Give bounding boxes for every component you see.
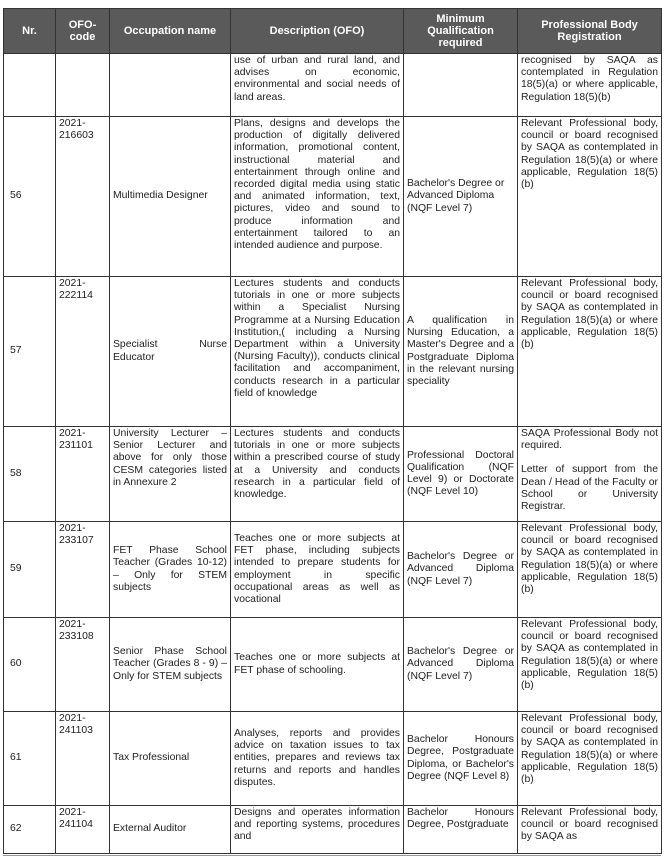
header-nr: Nr. xyxy=(4,9,56,54)
cell-description: Designs and operates information and reporting systems, procedures and xyxy=(231,806,404,854)
cell-occupation: External Auditor xyxy=(110,806,231,854)
table-header-row xyxy=(4,9,662,54)
header-qualification: Minimum Qualification required xyxy=(404,9,518,54)
table-row xyxy=(4,618,662,712)
cell-occupation: Tax Professional xyxy=(110,712,231,806)
table-row xyxy=(4,427,662,522)
cell-occupation: Specialist Nurse Educator xyxy=(110,277,231,427)
cell-nr: 59 xyxy=(4,522,56,618)
cell-nr: 61 xyxy=(4,712,56,806)
header-description: Description (OFO) xyxy=(231,9,404,54)
cell-description: Teaches one or more subjects at FET phase of schooling. xyxy=(231,618,404,712)
cell-registration: Relevant Professional body, council or board recognised by SAQA as contemplated in Regulation 18(5)(a) or where applicable, Regulation 18(5)(b) xyxy=(518,618,662,712)
cell-occupation xyxy=(110,54,231,117)
cell-nr: 58 xyxy=(4,427,56,522)
cell-occupation: Multimedia Designer xyxy=(110,117,231,277)
registration-note: Letter of support from the Dean / Head of the Faculty or School or University Registrar. xyxy=(521,464,658,513)
header-occupation-name: Occupation name xyxy=(110,9,231,54)
cell-description: Teaches one or more subjects at FET phase, including subjects intended to prepare students for employment in specific occupational areas as well as vocational xyxy=(231,522,404,618)
occupation-table xyxy=(3,8,662,854)
cell-qualification: Bachelor's Degree or Advanced Diploma (NQF Level 7) xyxy=(404,522,518,618)
cell-description: Plans, designs and develops the production of digitally delivered information, promotional content, instructional material and entertainment through online and recorded digital media using static and animated information, text, pictures, video and sound to produce information and entertainment tailored to an intended audience and purpose. xyxy=(231,117,404,277)
cell-qualification: Bachelor's Degree or Advanced Diploma (NQF Level 7) xyxy=(404,117,518,277)
cell-description: use of urban and rural land, and advises on economic, environmental and social needs of land areas. xyxy=(231,54,404,117)
cell-nr: 56 xyxy=(4,117,56,277)
table-row xyxy=(4,522,662,618)
cell-occupation: University Lecturer – Senior Lecturer and above for only those CESM categories listed in Annexure 2 xyxy=(110,427,231,522)
cell-registration: Relevant Professional body, council or board recognised by SAQA as contemplated in Regulation 18(5)(a) or where applicable, Regulation 18(5)(b) xyxy=(518,117,662,277)
cell-occupation: Senior Phase School Teacher (Grades 8 - 9) – Only for STEM subjects xyxy=(110,618,231,712)
cell-nr: 62 xyxy=(4,806,56,854)
registration-text: SAQA Professional Body not required. xyxy=(521,428,658,452)
table-row xyxy=(4,712,662,806)
cell-registration xyxy=(518,427,662,522)
cell-registration: Relevant Professional body, council or board recognised by SAQA as xyxy=(518,806,662,854)
cell-registration: Relevant Professional body, council or board recognised by SAQA as contemplated in Regulation 18(5)(a) or where applicable, Regulation 18(5)(b) xyxy=(518,277,662,427)
cell-code: 2021-222114 xyxy=(56,277,110,427)
cell-code: 2021-231101 xyxy=(56,427,110,522)
cell-description: Analyses, reports and provides advice on taxation issues to tax entities, prepares and reviews tax returns and reports and handles disputes. xyxy=(231,712,404,806)
cell-qualification: A qualification in Nursing Education, a Master's Degree and a Postgraduate Diploma in the relevant nursing speciality xyxy=(404,277,518,427)
cell-code: 2021-233108 xyxy=(56,618,110,712)
cell-code: 2021-241103 xyxy=(56,712,110,806)
cell-qualification: Professional Doctoral Qualification (NQF Level 9) or Doctorate (NQF Level 10) xyxy=(404,427,518,522)
cell-code: 2021-216603 xyxy=(56,117,110,277)
table-row xyxy=(4,117,662,277)
header-ofo-code: OFO-code xyxy=(56,9,110,54)
cell-registration: recognised by SAQA as contemplated in Regulation 18(5)(a) or where applicable, Regulation 18(5)(b) xyxy=(518,54,662,117)
cell-qualification: Bachelor Honours Degree, Postgraduate Diploma, or Bachelor's Degree (NQF Level 8) xyxy=(404,712,518,806)
table-row xyxy=(4,806,662,854)
cell-nr: 60 xyxy=(4,618,56,712)
header-registration: Professional Body Registration xyxy=(518,9,662,54)
cell-nr xyxy=(4,54,56,117)
cell-registration: Relevant Professional body, council or board recognised by SAQA as contemplated in Regulation 18(5)(a) or where applicable, Regulation 18(5)(b) xyxy=(518,712,662,806)
cell-nr: 57 xyxy=(4,277,56,427)
cell-code: 2021-241104 xyxy=(56,806,110,854)
cell-description: Lectures students and conducts tutorials in one or more subjects within a Specialist Nursing Programme at a Nursing Education Institution,( including a Nursing Department within a University (Nursing Faculty)), conducts clinical facilitation and accompaniment, conducts research in a particular field of knowledge xyxy=(231,277,404,427)
table-row xyxy=(4,277,662,427)
cell-qualification: Bachelor's Degree or Advanced Diploma (NQF Level 7) xyxy=(404,618,518,712)
cell-occupation: FET Phase School Teacher (Grades 10-12) – Only for STEM subjects xyxy=(110,522,231,618)
cell-qualification xyxy=(404,54,518,117)
cell-registration: Relevant Professional body, council or board recognised by SAQA as contemplated in Regulation 18(5)(a) or where applicable, Regulation 18(5)(b) xyxy=(518,522,662,618)
cell-code: 2021-233107 xyxy=(56,522,110,618)
page-bottom-rule xyxy=(3,855,661,856)
table-row-continuation xyxy=(4,54,662,117)
cell-qualification: Bachelor Honours Degree, Postgraduate xyxy=(404,806,518,854)
cell-description: Lectures students and conducts tutorials in one or more subjects within a prescribed course of study at a University and conducts research in a particular field of knowledge. xyxy=(231,427,404,522)
cell-code xyxy=(56,54,110,117)
